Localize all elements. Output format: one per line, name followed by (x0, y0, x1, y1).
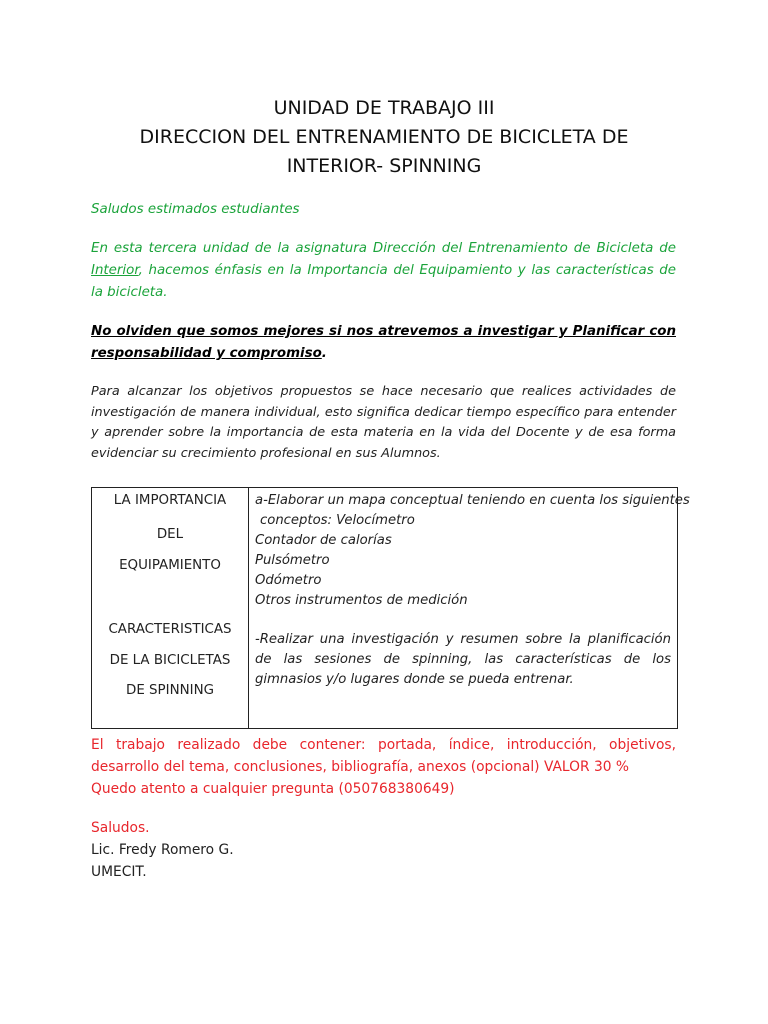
organization: UMECIT. (91, 864, 147, 880)
unit-title: UNIDAD DE TRABAJO III (273, 97, 495, 119)
concept-item: Contador de calorías (255, 533, 392, 548)
topic-line: CARACTERISTICAS (108, 622, 232, 637)
assignment-table (91, 487, 690, 729)
task-b: -Realizar una investigación y resumen sobre la planificación de las sesiones de spinning, las características de los gimnasios y/o lugares donde se pueda entrenar. (255, 632, 671, 687)
topic-line: DE SPINNING (126, 683, 214, 698)
intro-text-2: , hacemos énfasis en la Importancia del Equipamiento y las características de la bicicleta. (91, 263, 676, 300)
intro-paragraph (91, 238, 676, 304)
topic-line: LA IMPORTANCIA (113, 493, 227, 508)
concept-item: Odómetro (255, 573, 322, 588)
tasks-column (249, 488, 690, 728)
topic-line: EQUIPAMIENTO (119, 558, 221, 573)
closing-salute: Saludos. (91, 820, 150, 836)
task-a-line2: conceptos: Velocímetro (260, 513, 415, 528)
motto-text: No olviden que somos mejores si nos atrevemos a investigar y Planificar con responsabilidad y compromiso (91, 324, 676, 361)
motto-end: . (321, 346, 327, 361)
course-title-line2: INTERIOR- SPINNING (286, 155, 482, 177)
requirements-text (91, 734, 676, 800)
task-a-line1: a-Elaborar un mapa conceptual teniendo en cuenta los siguientes (255, 493, 690, 508)
topic-line: DE LA BICICLETAS (109, 653, 231, 668)
motto (91, 321, 676, 365)
objectives-paragraph: Para alcanzar los objetivos propuestos se hace necesario que realices actividades de investigación de manera individual, esto significa dedicar tiempo específico para entender y aprender sobre la importancia de esta materia en la vida del Docente y de esa forma evidenciar su crecimiento profesional en sus Alumnos. (91, 384, 676, 461)
topic-line: DEL (156, 527, 184, 542)
greeting: Saludos estimados estudiantes (91, 202, 300, 217)
intro-underlined: Interior (91, 263, 139, 278)
requirements: El trabajo realizado debe contener: portada, índice, introducción, objetivos, desarrollo del tema, conclusiones, bibliografía, anexos (opcional) VALOR 30 % (91, 737, 676, 775)
concept-item: Pulsómetro (255, 553, 330, 568)
course-title-line1: DIRECCION DEL ENTRENAMIENTO DE BICICLETA DE (139, 126, 629, 148)
author-name: Lic. Fredy Romero G. (91, 842, 234, 858)
contact-line: Quedo atento a cualquier pregunta (050768380649) (91, 781, 455, 797)
topics-column (92, 488, 249, 728)
concept-item: Otros instrumentos de medición (255, 593, 468, 608)
intro-text-1: En esta tercera unidad de la asignatura Dirección del Entrenamiento de Bicicleta de (91, 241, 676, 256)
